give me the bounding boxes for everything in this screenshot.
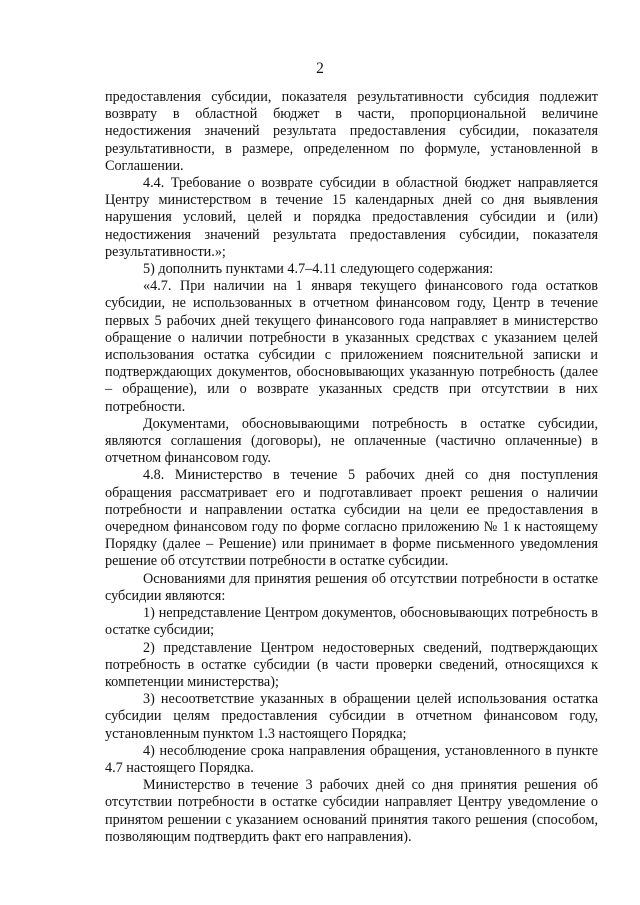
list-item-ground-4: 4) несоблюдение срока направления обращения, установленного в пункте 4.7 настоящего Порядка. [105, 742, 598, 776]
paragraph-4-7: «4.7. При наличии на 1 января текущего финансового года остатков субсидии, не использованных в отчетном финансовом году, Центр в течение первых 5 рабочих дней текущего финансового года направляет в министерство обращение о наличии потребности в указанных средствах с указанием целей использования остатка субсидии с приложением пояснительной записки и подтверждающих документов, обосновывающих указанную потребность (далее – обращение), или о возврате указанных средств при отсутствии в них потребности. [105, 278, 598, 415]
paragraph-notification: Министерство в течение 3 рабочих дней со дня принятия решения об отсутствии потребности в остатке субсидии направляет Центру уведомление о принятом решении с указанием оснований принятия такого решения (способом, позволяющим подтвердить факт его направления). [105, 777, 598, 845]
paragraph-4-8: 4.8. Министерство в течение 5 рабочих дней со дня поступления обращения рассматривает его и подготавливает проект решения о наличии потребности и направлении остатка субсидии на цели ее предоставления в очередном финансовом году по форме согласно приложению № 1 к настоящему Порядку (далее – Решение) или принимает в форме письменного уведомления решение об отсутствии потребности в остатке субсидии. [105, 467, 598, 570]
paragraph-amendment-5: 5) дополнить пунктами 4.7–4.11 следующего содержания: [143, 261, 494, 278]
paragraph-supporting-documents: Документами, обосновывающими потребность в остатке субсидии, являются соглашения (договоры), не оплаченные (частично оплаченные) в отчетном финансовом году. [105, 415, 598, 467]
document-body [105, 89, 598, 846]
list-item-ground-3: 3) несоответствие указанных в обращении целей использования остатка субсидии целям предоставления субсидии в отчетном финансовом году, установленным пунктом 1.3 настоящего Порядка; [105, 691, 598, 742]
list-item-ground-1: 1) непредставление Центром документов, обосновывающих потребность в остатке субсидии; [105, 605, 598, 639]
paragraph-grounds-intro: Основаниями для принятия решения об отсутствии потребности в остатке субсидии являются: [105, 570, 598, 604]
paragraph-continuation: предоставления субсидии, показателя результативности субсидия подлежит возврату в областной бюджет в части, пропорциональной величине недостижения значений результата предоставления субсидии, показателя результативности, в размере, определенном по формуле, установленной в Соглашении. [105, 89, 598, 174]
page-number: 2 [316, 60, 324, 77]
list-item-ground-2: 2) представление Центром недостоверных сведений, подтверждающих потребность в остатке субсидии (в части проверки сведений, относящихся к компетенции министерства); [105, 639, 598, 690]
paragraph-4-4: 4.4. Требование о возврате субсидии в областной бюджет направляется Центру министерством в течение 15 календарных дней со дня выявления нарушения условий, целей и порядка предоставления субсидии и (или) недостижения значений результата предоставления субсидии, показателя результативности.»; [105, 175, 598, 260]
